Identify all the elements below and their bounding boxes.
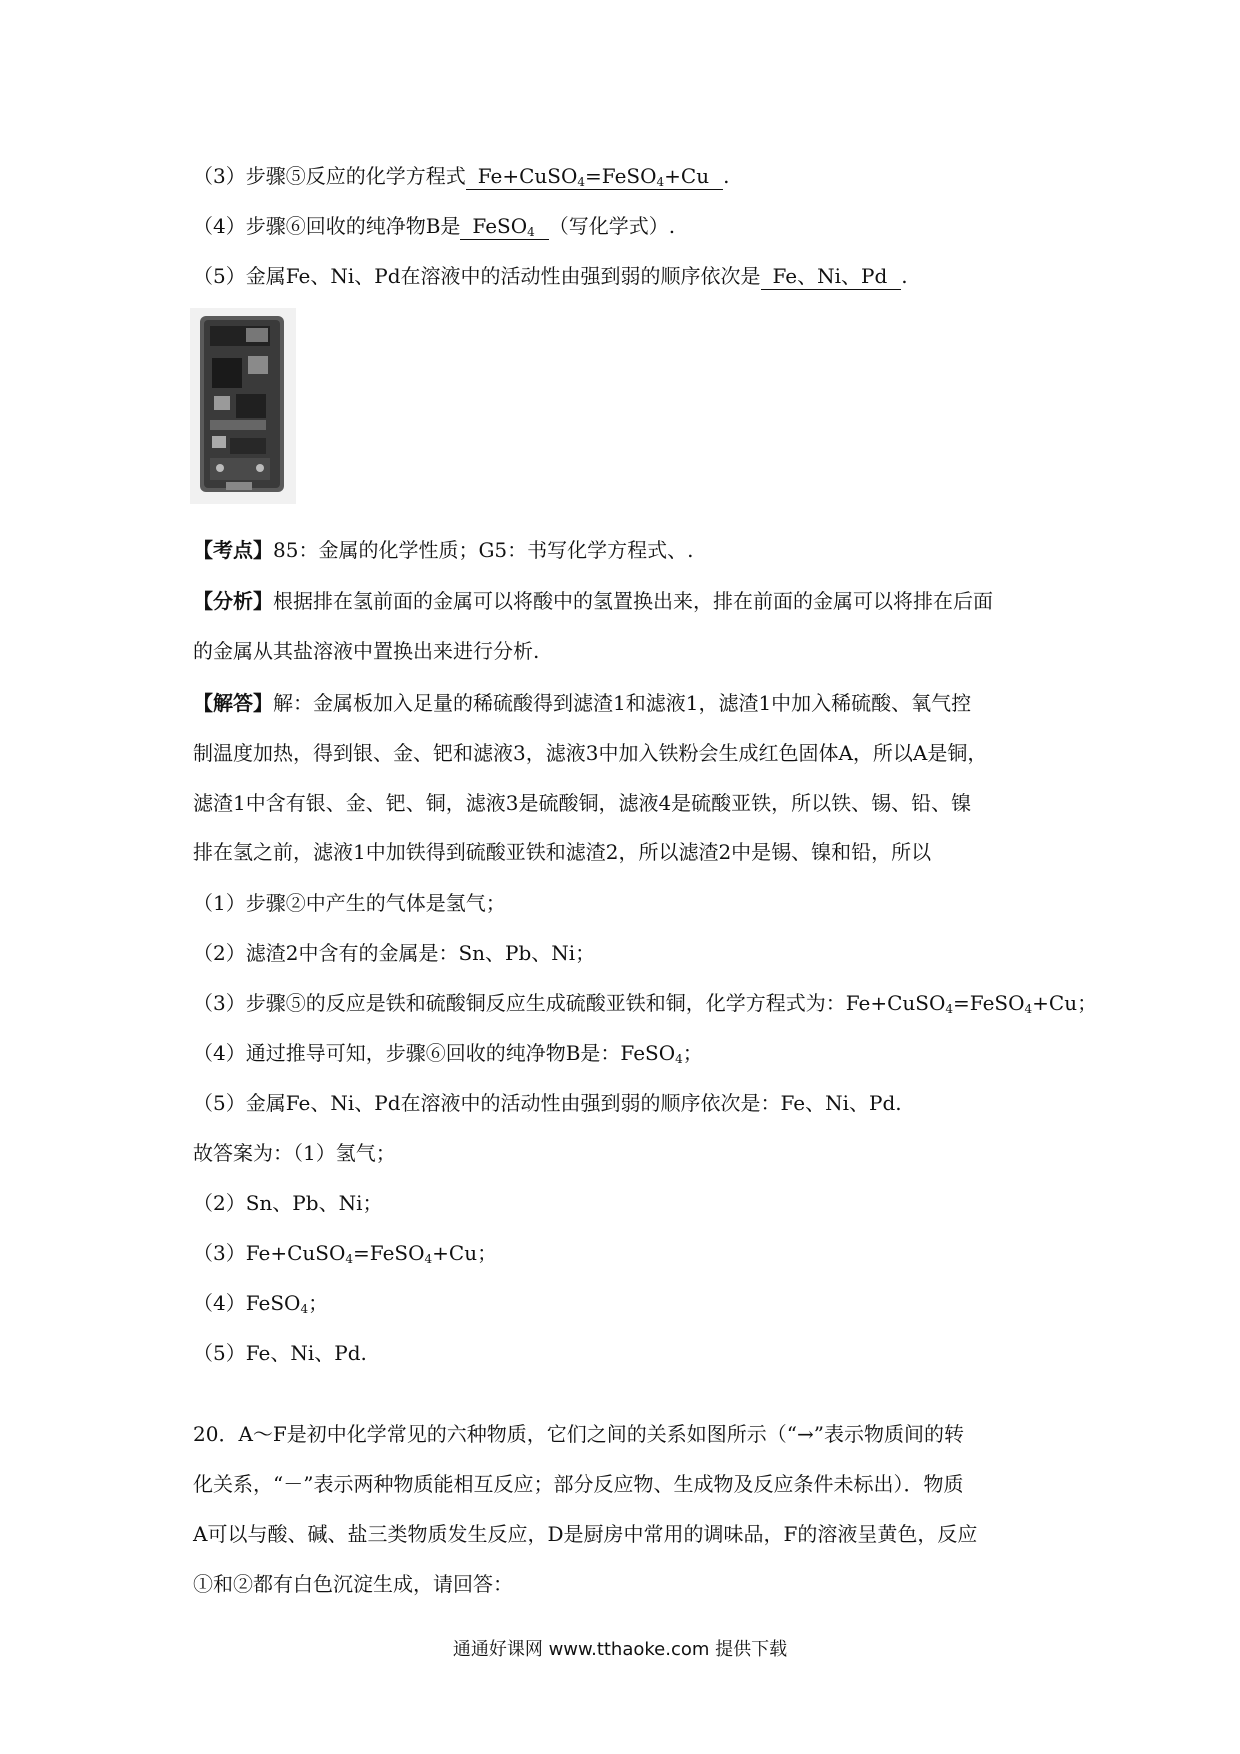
kaodian: 【考点】85：金属的化学性质；G5：书写化学方程式、.: [193, 538, 694, 562]
solution-5: （5）金属Fe、Ni、Pd在溶液中的活动性由强到弱的顺序依次是：Fe、Ni、Pd.: [193, 1091, 902, 1115]
circuit-board-image: [190, 308, 296, 504]
answer-5: Fe、Ni、Pd: [761, 263, 902, 290]
question-20-line-4: ①和②都有白色沉淀生成，请回答：: [193, 1572, 513, 1596]
answer-4: FeSO$_4$: [460, 213, 548, 240]
solution-1: （1）步骤②中产生的气体是氢气；: [193, 891, 506, 915]
solution-2: （2）滤渣2中含有的金属是：Sn、Pb、Ni；: [193, 941, 596, 965]
final-answer-3: （3）Fe+CuSO$_4$=FeSO$_4$+Cu；: [193, 1241, 498, 1266]
question-20-line-1: 20．A～F是初中化学常见的六种物质，它们之间的关系如图所示（“→”表示物质间的转: [193, 1422, 964, 1446]
question-5: （5）金属Fe、Ni、Pd在溶液中的活动性由强到弱的顺序依次是 Fe、Ni、Pd .: [193, 264, 908, 288]
final-answer-2: （2）Sn、Pb、Ni；: [193, 1191, 383, 1215]
solution-3: （3）步骤⑤的反应是铁和硫酸铜反应生成硫酸亚铁和铜，化学方程式为：Fe+CuSO$_4$=FeSO$_4$+Cu；: [193, 991, 1098, 1016]
jieda-line-1: 【解答】解：金属板加入足量的稀硫酸得到滤渣1和滤液1，滤渣1中加入稀硫酸、氧气控: [193, 691, 972, 715]
page-footer: 通通好课网 www.tthaoke.com 提供下载: [452, 1639, 788, 1660]
fenxi-line-2: 的金属从其盐溶液中置换出来进行分析.: [193, 639, 540, 663]
solution-4: （4）通过推导可知，步骤⑥回收的纯净物B是：FeSO$_4$；: [193, 1041, 703, 1066]
fenxi-line-1: 【分析】根据排在氢前面的金属可以将酸中的氢置换出来，排在前面的金属可以将排在后面: [193, 589, 993, 613]
answer-3: Fe+CuSO$_4$=FeSO$_4$+Cu: [466, 163, 723, 190]
question-4: （4）步骤⑥回收的纯净物B是 FeSO$_4$ （写化学式）.: [193, 214, 676, 239]
question-3: （3）步骤⑤反应的化学方程式 Fe+CuSO$_4$=FeSO$_4$+Cu .: [193, 164, 730, 189]
final-answer-5: （5）Fe、Ni、Pd.: [193, 1341, 367, 1365]
jieda-line-2: 制温度加热，得到银、金、钯和滤液3，滤液3中加入铁粉会生成红色固体A，所以A是铜，: [193, 741, 988, 765]
final-answer-1: 故答案为：（1）氢气；: [193, 1141, 396, 1165]
jieda-line-3: 滤渣1中含有银、金、钯、铜，滤液3是硫酸铜，滤液4是硫酸亚铁，所以铁、锡、铅、镍: [193, 791, 972, 815]
final-answer-4: （4）FeSO$_4$；: [193, 1291, 329, 1316]
question-20-line-3: A可以与酸、碱、盐三类物质发生反应，D是厨房中常用的调味品，F的溶液呈黄色，反应: [193, 1522, 978, 1546]
jieda-line-4: 排在氢之前，滤液1中加铁得到硫酸亚铁和滤渣2，所以滤渣2中是锡、镍和铅，所以: [193, 840, 932, 864]
question-20-line-2: 化关系，“－”表示两种物质能相互反应；部分反应物、生成物及反应条件未标出）．物质: [193, 1472, 964, 1496]
